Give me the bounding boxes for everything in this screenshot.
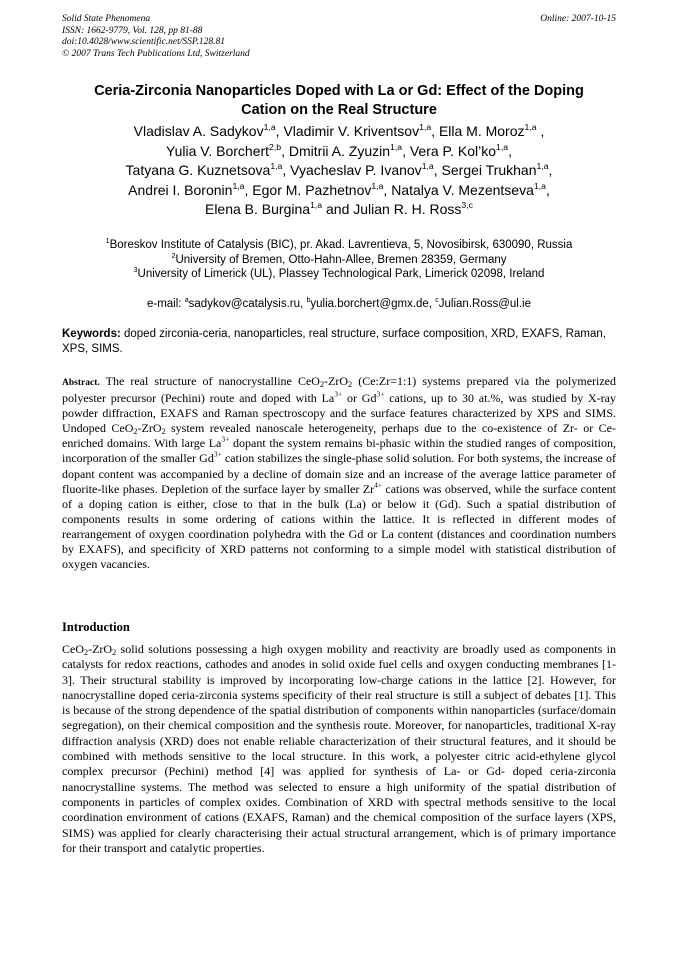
title-line-2: Cation on the Real Structure — [241, 102, 437, 118]
journal-name: Solid State Phenomena — [62, 14, 151, 24]
affiliation: $^3$University of Limerick (UL), Plassey Technological Park, Limerick 02098, Ireland — [133, 265, 545, 280]
author: Sergei Trukhan$^{1,a}$, — [441, 160, 553, 179]
introduction-paragraph: CeO$_2$-ZrO$_2$ solid solutions possessing a high oxygen mobility and reactivity are broadly used as components in catalysts for redox reactions, cathodes and anodes in solid oxide fuel cells and oxygen conducting membranes [1-3]. Their structural stability is improved by incorporating low-charge cations in the lattice [2]. However, for nanocrystalline doped ceria-zirconia systems specificity of their real structure is still a subject of debates [1]. This is because of the strong dependence of the spatial distribution of components within nanoparticles (surface/domain segregation), on their chemical composition and the synthesis route. Moreover, for nanoparticles, traditional X-ray diffraction analysis (XRD) does not enable reliable characterization of their structural features, and it should be combined with methods sensitive to the local structure. In this work, a polyester citric acid-ethylene glycol complex precursor (Pechini) method [4] was applied for synthesis of La- or Gd- doped ceria-zirconia nanocrystalline systems. The method was selected to ensure a high uniformity of the spatial distribution of components in particles of complex oxides. Combination of XRD with spectral methods sensitive to the local coordination environment of cations (EXAFS, Raman) and the chemical composition of the surface layers (XPS, SIMS) was applied for clearly characterising their actual structural arrangement, which is of primary importance for their transport and catalytic properties. — [62, 642, 616, 855]
issn-line: ISSN: 1662-9779, Vol. 128, pp 81-88 — [62, 25, 203, 36]
author: Tatyana G. Kuznetsova$^{1,a}$, — [125, 160, 291, 179]
author: Yulia V. Borchert$^{2,b}$, — [166, 141, 289, 159]
author: Vyacheslav P. Ivanov$^{1,a}$, — [290, 160, 442, 179]
keywords — [62, 327, 616, 356]
doi-line: doi:10.4028/www.scientific.net/SSP.128.81 — [62, 37, 225, 47]
email-link[interactable]: Julian.Ross@ul.ie — [438, 298, 531, 310]
email-line: e-mail: $^a$sadykov@catalysis.ru, $^b$yulia.borchert@gmx.de, $^c$Julian.Ross@ul.ie — [146, 295, 531, 310]
affiliation: $^2$University of Bremen, Otto-Hahn-Allee, Bremen 28359, Germany — [171, 251, 507, 266]
author: Vera P. Kol’ko$^{1,a}$, — [409, 141, 512, 159]
author: Andrei I. Boronin$^{1,a}$, — [128, 180, 253, 198]
author: Julian R. H. Ross$^{3,c}$ — [353, 200, 473, 218]
paper-title — [62, 82, 616, 120]
affiliation-list — [62, 238, 616, 282]
keywords-label: Keywords: — [62, 328, 121, 340]
email-link[interactable]: yulia.borchert@gmx.de — [310, 298, 429, 310]
author: Vladislav A. Sadykov$^{1,a}$, — [133, 121, 284, 139]
email-link[interactable]: sadykov@catalysis.ru — [188, 298, 301, 310]
publication-header — [62, 14, 616, 60]
affiliation: $^1$Boreskov Institute of Catalysis (BIC), pr. Akad. Lavrentieva, 5, Novosibirsk, 630090, Russia — [105, 236, 573, 251]
author: Natalya V. Mezentseva$^{1,a}$, — [391, 180, 550, 198]
keywords-text: doped zirconia-ceria, nanoparticles, real structure, surface composition, XRD, EXAFS, Raman, XPS, SIMS. — [62, 328, 606, 355]
copyright-line: © 2007 Trans Tech Publications Ltd, Switzerland — [62, 48, 250, 59]
author: Egor M. Pazhetnov$^{1,a}$, — [252, 180, 392, 198]
abstract: Abstract. The real structure of nanocrystalline CeO$_2$-ZrO$_2$ (Ce:Zr=1:1) systems prepared via the polymerized polyester precursor (Pechini) route and doped with $La^{3+}$ or $Gd^{3+}$ cations, up to 30 at.%, was studied by X-ray powder diffraction, EXAFS and Raman spectroscopy and the surface features characterized by XPS and SIMS. Undoped CeO$_2$-ZrO$_2$ system revealed nanoscale heterogeneity, perhaps due to the co-existence of Zr- or Ce-enriched domains. With large $La^{3+}$ dopant the system remains bi-phasic within the studied ranges of composition, incorporation of the smaller $Gd^{3+}$ cation stabilizes the single-phase solid solution. For both systems, the increase of dopant content was accompanied by a decline of domain size and an increase of the average lattice parameter of fluorite-like phases. Depletion of the surface layer by smaller $Zr^{4+}$ cations was observed, while the surface content of a doping cation is either, close to that in the bulk (La) or below it (Gd). Such a spatial distribution of components results in some ordering of cations within the lattice. It is reflected in different modes of rearrangement of oxygen coordination polyhedra with the Gd or La content (distances and coordination numbers by EXAFS), and specificity of XRD patterns not conforming to a simple model with statistical distribution of oxygen vacancies. — [62, 374, 616, 572]
title-line-1: Ceria-Zirconia Nanoparticles Doped with La or Gd: Effect of the Doping — [94, 83, 584, 99]
online-date: Online: 2007-10-15 — [540, 14, 616, 24]
abstract-label: Abstract. — [62, 378, 100, 388]
author: Vladimir V. Kriventsov$^{1,a}$, — [283, 121, 439, 139]
author-list — [62, 122, 616, 220]
author: Dmitrii A. Zyuzin$^{1,a}$, — [288, 141, 410, 159]
section-heading: Introduction — [62, 620, 130, 634]
author: Ella M. Moroz$^{1,a}$ , — [438, 121, 545, 139]
author: Elena B. Burgina$^{1,a}$ and — [204, 200, 354, 218]
